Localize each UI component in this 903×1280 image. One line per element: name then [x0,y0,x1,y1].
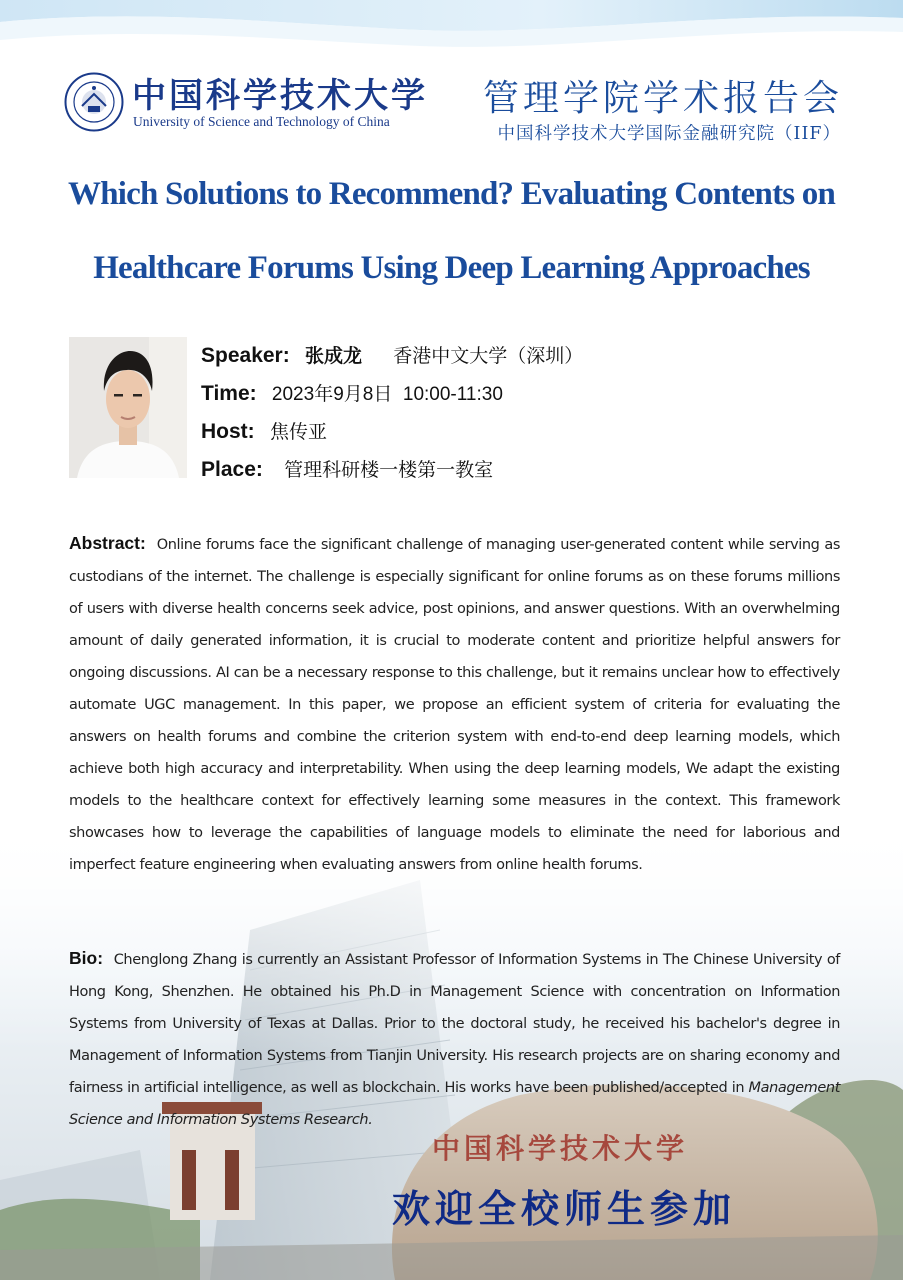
time-row [201,379,503,406]
university-name-en: University of Science and Technology of China [133,114,390,129]
speaker-name: 张成龙 [305,346,363,367]
speaker-row [201,341,583,368]
speaker-affiliation: 香港中文大学（深圳） [393,346,584,367]
time-value: 2023年9月8日 10:00-11:30 [271,384,503,405]
university-seal-icon [64,72,124,132]
host-value: 焦传亚 [269,422,327,443]
top-wave-decoration [0,0,903,70]
rock-inscription: 中国科学技术大学 [432,1132,689,1165]
abstract-label: Abstract: [69,533,146,553]
talk-title-line-1: Which Solutions to Recommend? Evaluating Contents on [68,176,835,212]
bio-journals: Management Science and Information Systems Research. [69,1080,840,1128]
place-value: 管理科研楼一楼第一教室 [284,460,494,481]
institute-name: 中国科学技术大学国际金融研究院（IIF） [497,124,841,144]
bio-paragraph [69,942,840,1136]
abstract-text: Online forums face the significant challenge of managing user-generated content while serving as custodians of the internet. The challenge is especially significant for online forums as on these forums millions of users with diverse health concerns seek advice, post opinions, and answer questions. With an overwhelming amount of daily generated information, it is crucial to moderate content and prioritize helpful answers for ongoing discussions. AI can be a necessary response to this challenge, but it remains unclear how to effectively automate UGC management. In this paper, we propose an efficient system of criteria for evaluating the answers on health forums and combine the criterion system with end-to-end deep learning models, which achieve both high accuracy and interpretability. When using the deep learning models, We adapt the existing models to the healthcare context for effectively learning some measures in the context. This framework showcases how to leverage the capabilities of language models to eliminate the need for laborious and imperfect feature engineering when evaluating answers from online health forums. [69,537,840,873]
header [0,62,903,162]
speaker-photo [69,337,187,478]
abstract-paragraph [69,527,840,881]
host-label: Host: [201,420,255,443]
bio-text: Chenglong Zhang is currently an Assistant Professor of Information Systems in The Chinese University of Hong Kong, Shenzhen. He obtained his Ph.D in Management Science with concentration on Information Systems from University of Texas at Dallas. Prior to the doctoral study, he received his bachelor's degree in Management of Information Systems from Tianjin University. His research projects are on sharing economy and fairness in artificial intelligence, as well as blockchain. His works have been published/accepted in [69,952,841,1096]
host-row [201,417,327,444]
place-label: Place: [201,458,263,481]
welcome-slogan: 欢迎全校师生参加 [392,1186,737,1231]
speaker-label: Speaker: [201,344,290,367]
report-series-title: 管理学院学术报告会 [482,78,843,119]
talk-title-line-2: Healthcare Forums Using Deep Learning Approaches [93,250,810,286]
university-name-cn: 中国科学技术大学 [132,76,428,116]
bio-label: Bio: [69,948,104,968]
place-row [201,455,493,482]
time-label: Time: [201,382,257,405]
